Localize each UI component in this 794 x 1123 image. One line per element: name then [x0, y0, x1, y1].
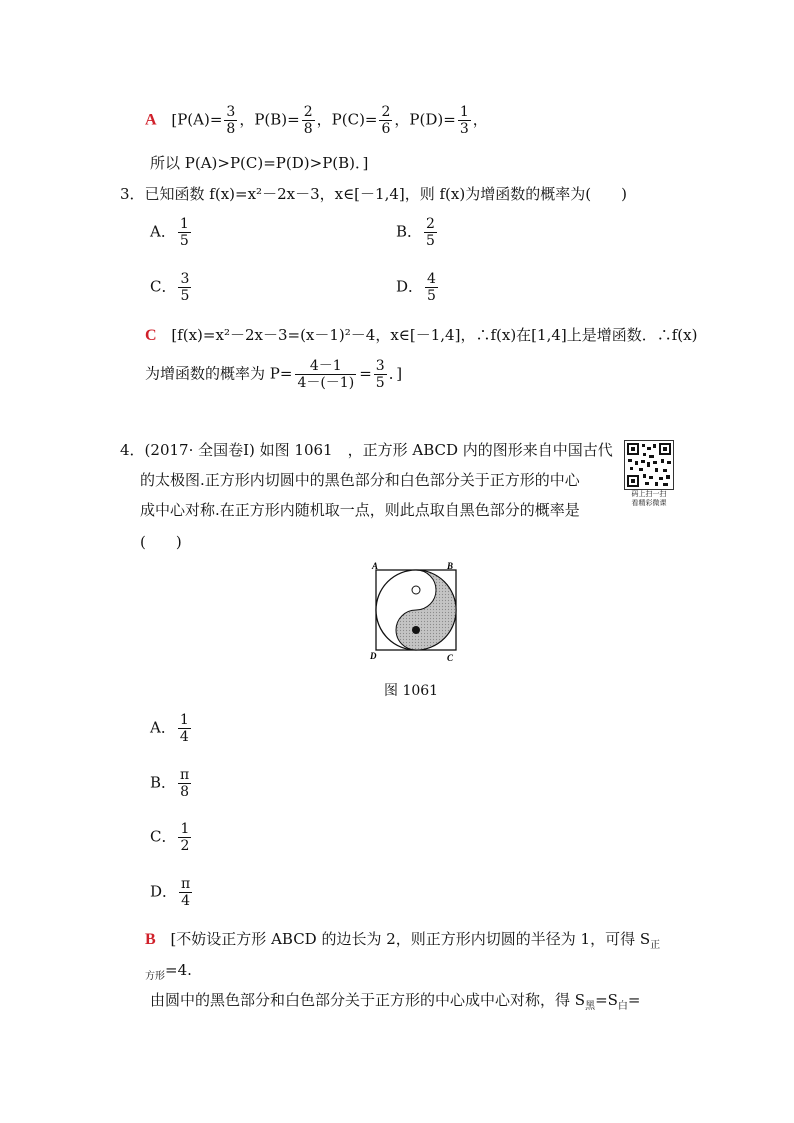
q3-option-d: D． $\frac{4}{5}$ [396, 271, 436, 304]
q4-stem-line4: ( ) [140, 533, 182, 551]
fraction: $\frac{4-1}{4-(-1)}$ [297, 358, 355, 391]
q4-option-c: C． $\frac{1}{2}$ [150, 821, 190, 854]
figure-caption: 图 1061 [384, 683, 439, 699]
qr-code[interactable] [624, 440, 674, 490]
q4-answer-line3: 由圆中的黑色部分和白色部分关于正方形的中心成中心对称，得 $S_黑=S_白=$ [150, 991, 641, 1012]
fraction: $\frac{\pi}{8}$ [180, 767, 190, 800]
fraction: $\frac{3}{5}$ [180, 271, 190, 304]
q4-stem-line1: 4．(2017· 全国卷Ⅰ) 如图 1061 ，正方形 ABCD 内的图形来自中国古代 [120, 441, 613, 459]
answer-letter: C [145, 327, 157, 344]
vertex-label-b: B [447, 561, 454, 571]
fraction: $\frac{3}{8}$ [226, 104, 236, 137]
fraction: $\frac{\pi}{4}$ [181, 876, 191, 909]
q4-stem-line2: 的太极图.正方形内切圆中的黑色部分和白色部分关于正方形的中心 [140, 471, 580, 489]
q4-answer-line1: B [不妨设正方形 ABCD 的边长为 2，则正方形内切圆的半径为 1，可得 $S_正$ [145, 930, 661, 951]
q4-option-b: B． $\frac{\pi}{8}$ [150, 767, 190, 800]
fraction: $\frac{1}{5}$ [179, 216, 189, 249]
q2-answer-line2: 所以 P(A)>P(C)=P(D)>P(B)．] [150, 154, 369, 172]
fraction: $\frac{1}{3}$ [459, 104, 469, 137]
qr-code-icon [625, 441, 673, 489]
q3-option-b: B． $\frac{2}{5}$ [396, 216, 435, 249]
fraction: $\frac{3}{5}$ [375, 358, 385, 391]
vertex-label-c: C [447, 653, 454, 663]
fraction: $\frac{1}{2}$ [180, 821, 190, 854]
qr-caption: 码上扫一扫 看精彩微课 [631, 490, 667, 507]
fraction: $\frac{2}{5}$ [426, 216, 435, 249]
fraction: $\frac{1}{4}$ [179, 712, 189, 745]
answer-letter: B [145, 931, 156, 948]
q2-answer-line1: A [P(A)= $\frac{3}{8}$ ，P(B)= $\frac{2}{8}$ ，P(C)= $\frac{2}{6}$ ，P(D)= $\frac{1}{3}$ ， [145, 104, 488, 137]
q4-option-d: D． $\frac{\pi}{4}$ [150, 876, 191, 909]
taiji-figure [366, 560, 462, 664]
taiji-diagram [366, 560, 462, 664]
q3-option-c: C． $\frac{3}{5}$ [150, 271, 190, 304]
fraction: $\frac{2}{6}$ [381, 104, 391, 137]
fraction: $\frac{4}{5}$ [427, 271, 436, 304]
q4-answer-line2: $_{方形}$=4. [145, 961, 192, 982]
q4-option-a: A． $\frac{1}{4}$ [150, 712, 189, 745]
vertex-label-a: A [372, 561, 379, 571]
fraction: $\frac{2}{8}$ [303, 104, 313, 137]
vertex-label-d: D [370, 651, 377, 661]
q3-answer-line1: C [f(x)=x²－2x－3=(x－1)²－4，x∈[－1,4]，∴f(x)在[1,4]上是增函数．∴f(x) [145, 326, 698, 344]
answer-letter: A [145, 111, 157, 129]
q3-answer-line2: 为增函数的概率为 P= $\frac{4-1}{4-(-1)}$ = $\frac{3}{5}$ ．] [145, 358, 403, 391]
q4-stem-line3: 成中心对称.在正方形内随机取一点，则此点取自黑色部分的概率是 [140, 501, 580, 519]
q3-option-a: A． $\frac{1}{5}$ [150, 216, 189, 249]
q3-stem: 3．已知函数 f(x)=x²－2x－3，x∈[－1,4]，则 f(x)为增函数的概率为( ) [120, 185, 627, 203]
